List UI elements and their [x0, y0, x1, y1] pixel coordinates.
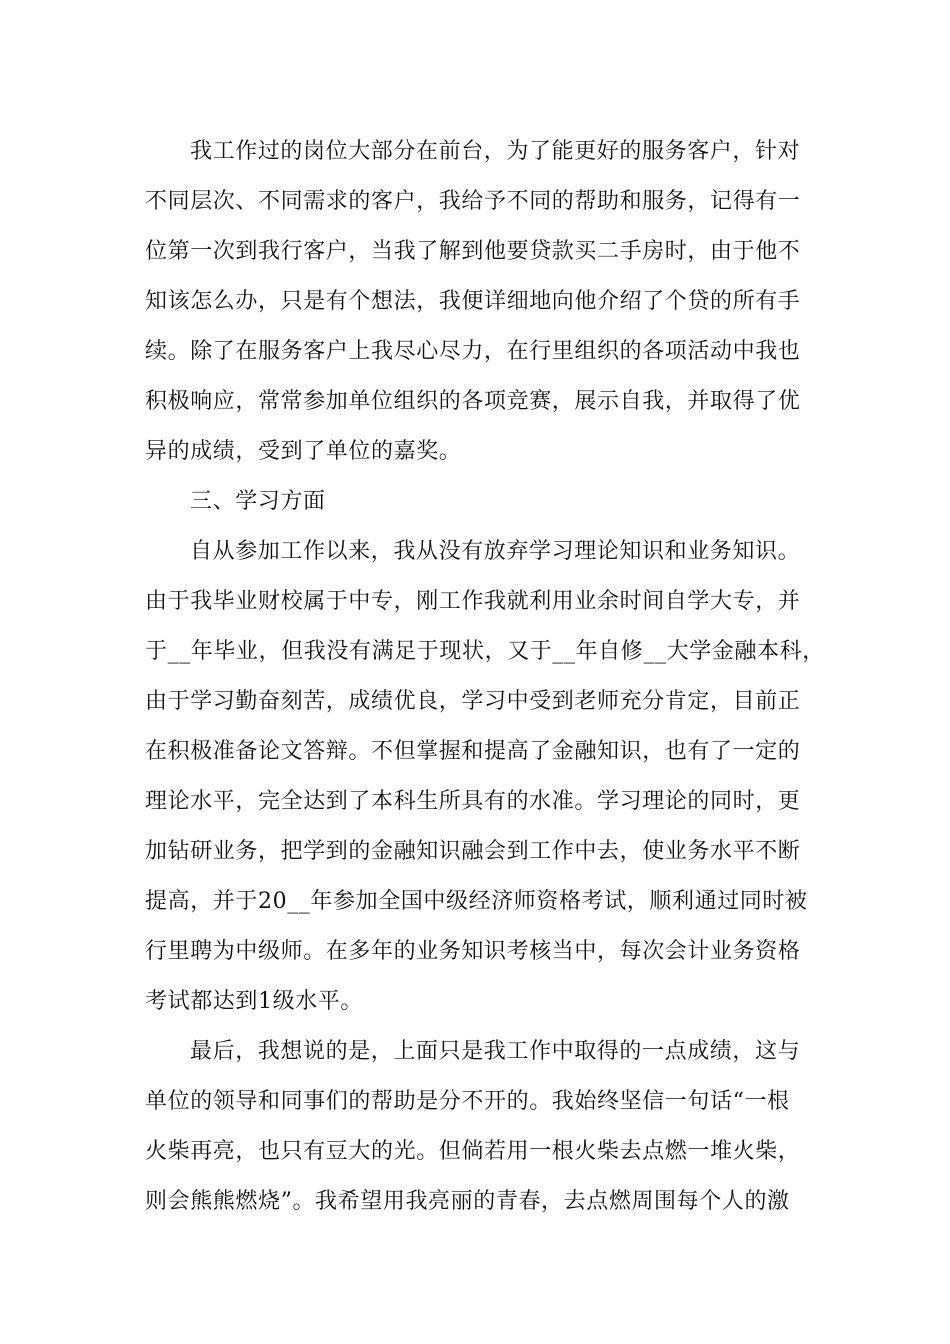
paragraph-closing-line-3: 火柴再亮，也只有豆大的光。但倘若用一根火柴去点燃一堆火柴， [145, 1139, 801, 1164]
paragraph-study-line-6: 理论水平，完全达到了本科生所具有的水准。学习理论的同时，更 [145, 789, 801, 814]
paragraph-study-line-8: 提高，并于20__年参加全国中级经济师资格考试，顺利通过同时被 [145, 889, 808, 914]
paragraph-service-line-4: 知该怎么办，只是有个想法，我便详细地向他介绍了个贷的所有手 [145, 289, 801, 314]
paragraph-service-line-2: 不同层次、不同需求的客户，我给予不同的帮助和服务，记得有一 [145, 189, 801, 214]
paragraph-closing-line-2: 单位的领导和同事们的帮助是分不开的。我始终坚信一句话“一根 [145, 1089, 790, 1114]
paragraph-closing-line-4: 则会熊熊燃烧”。我希望用我亮丽的青春，去点燃周围每个人的激 [145, 1189, 790, 1214]
paragraph-service-line-1: 我工作过的岗位大部分在前台，为了能更好的服务客户，针对 [190, 139, 801, 164]
section-heading-study: 三、学习方面 [190, 489, 326, 514]
paragraph-closing-line-1: 最后，我想说的是，上面只是我工作中取得的一点成绩，这与 [190, 1039, 801, 1064]
paragraph-study-line-2: 由于我毕业财校属于中专，刚工作我就利用业余时间自学大专，并 [145, 589, 801, 614]
paragraph-study-line-3: 于__年毕业，但我没有满足于现状，又于__年自修__大学金融本科， [145, 639, 825, 664]
paragraph-study-line-1: 自从参加工作以来，我从没有放弃学习理论知识和业务知识。 [190, 539, 801, 564]
paragraph-study-line-9: 行里聘为中级师。在多年的业务知识考核当中，每次会计业务资格 [145, 939, 801, 964]
paragraph-study-line-7: 加钻研业务，把学到的金融知识融会到工作中去，使业务水平不断 [145, 839, 801, 864]
paragraph-study-line-4: 由于学习勤奋刻苦，成绩优良，学习中受到老师充分肯定，目前正 [145, 689, 801, 714]
paragraph-service-line-6: 积极响应，常常参加单位组织的各项竞赛，展示自我，并取得了优 [145, 389, 801, 414]
paragraph-study-line-5: 在积极准备论文答辩。不但掌握和提高了金融知识，也有了一定的 [145, 739, 801, 764]
paragraph-study-line-10: 考试都达到1级水平。 [145, 989, 363, 1014]
paragraph-service-line-3: 位第一次到我行客户，当我了解到他要贷款买二手房时，由于他不 [145, 239, 801, 264]
paragraph-service-line-5: 续。除了在服务客户上我尽心尽力，在行里组织的各项活动中我也 [145, 339, 801, 364]
paragraph-service-line-7: 异的成绩，受到了单位的嘉奖。 [145, 439, 462, 464]
